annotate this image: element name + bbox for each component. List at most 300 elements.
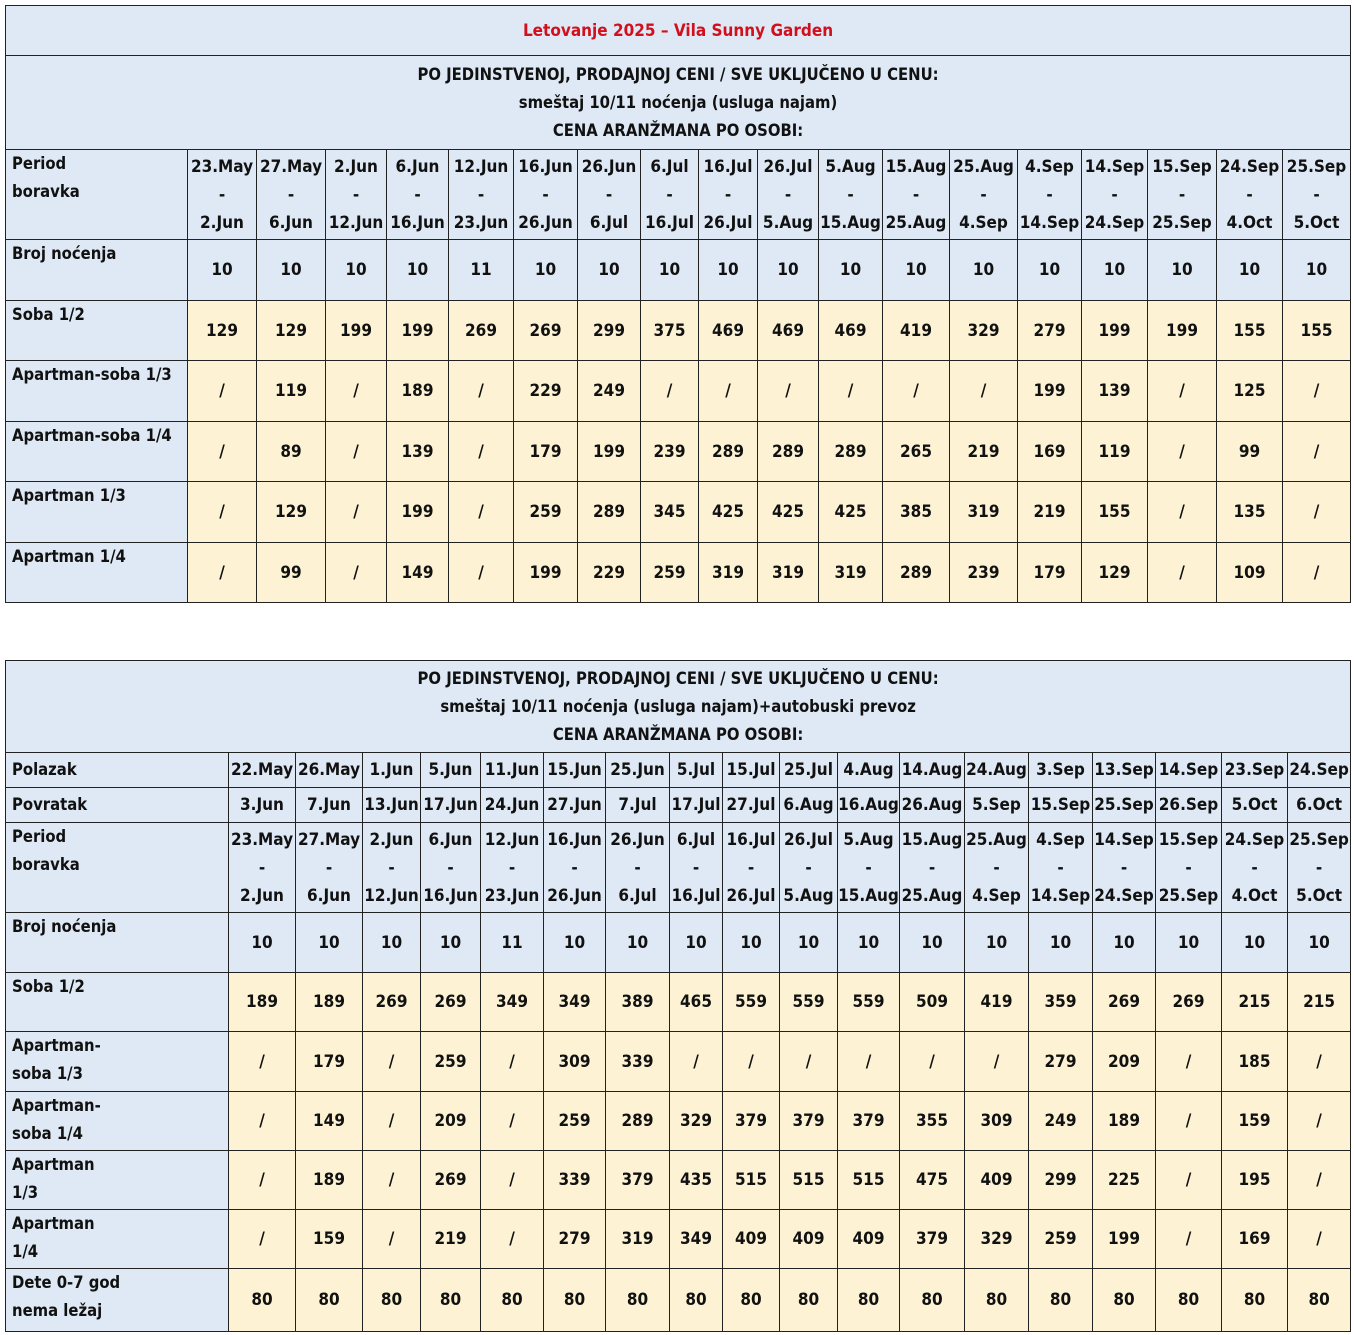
period-part: - xyxy=(1313,184,1320,205)
price-cell: / xyxy=(1156,1092,1222,1151)
price-cell: 80 xyxy=(670,1269,723,1332)
period-part: 5.Aug xyxy=(762,212,814,233)
price-cell: 469 xyxy=(758,301,819,361)
price-cell: 225 xyxy=(1093,1151,1156,1210)
price-cell: 189 xyxy=(296,973,363,1032)
period-cell xyxy=(1217,150,1283,240)
price-cell: 129 xyxy=(188,301,257,361)
price-cell: 419 xyxy=(965,973,1029,1032)
price-cell: 10 xyxy=(1156,913,1222,973)
table-row xyxy=(6,1032,1351,1092)
period-cell xyxy=(387,150,449,240)
period-cell xyxy=(883,150,950,240)
date-cell: 11.Jun xyxy=(481,753,544,788)
period-part: 26.Jun xyxy=(518,212,573,233)
header-line: smeštaj 10/11 noćenja (usluga najam)+autobuski prevoz xyxy=(440,696,916,716)
period-cell xyxy=(1288,823,1351,913)
period-part: 6.Jul xyxy=(589,212,629,233)
price-cell: 199 xyxy=(1093,1210,1156,1269)
price-cell: / xyxy=(188,422,257,482)
price-cell: 10 xyxy=(1093,913,1156,973)
period-part: - xyxy=(784,184,792,205)
date-cell: 13.Jun xyxy=(363,788,421,823)
period-part: - xyxy=(692,857,700,878)
price-cell: / xyxy=(1156,1151,1222,1210)
price-cell: 80 xyxy=(780,1269,838,1332)
price-cell: 10 xyxy=(780,913,838,973)
price-cell: 80 xyxy=(421,1269,481,1332)
row-label-text: Dete 0-7 god nema ležaj xyxy=(12,1273,121,1320)
row-label-text: Soba 1/2 xyxy=(12,977,85,996)
price-cell: / xyxy=(723,1032,780,1092)
price-cell: 319 xyxy=(950,482,1018,543)
header-line: smeštaj 10/11 noćenja (usluga najam) xyxy=(518,92,838,112)
price-cell: 179 xyxy=(514,422,578,482)
price-cell: 80 xyxy=(1029,1269,1093,1332)
price-cell: 11 xyxy=(481,913,544,973)
price-cell: / xyxy=(363,1151,421,1210)
date-cell: 13.Sep xyxy=(1093,753,1156,788)
price-cell: 269 xyxy=(363,973,421,1032)
price-cell: 189 xyxy=(229,973,296,1032)
period-part: - xyxy=(1046,184,1053,205)
period-part: 16.Jun xyxy=(518,156,573,177)
price-cell: 465 xyxy=(670,973,723,1032)
period-part: 25.Aug xyxy=(901,885,963,906)
price-cell: 239 xyxy=(641,422,699,482)
period-part: 23.May xyxy=(230,829,294,850)
price-cell: / xyxy=(1148,543,1217,603)
price-cell: / xyxy=(326,361,387,422)
price-cell: 419 xyxy=(883,301,950,361)
row-label xyxy=(6,1269,229,1332)
price-cell: / xyxy=(449,422,514,482)
price-cell: 409 xyxy=(723,1210,780,1269)
price-cell: / xyxy=(758,361,819,422)
period-part: - xyxy=(477,184,485,205)
price-cell: 10 xyxy=(670,913,723,973)
price-cell: 80 xyxy=(900,1269,965,1332)
period-cell xyxy=(670,823,723,913)
price-cell: 425 xyxy=(819,482,883,543)
period-cell xyxy=(838,823,900,913)
row-label xyxy=(6,1032,229,1092)
period-part: 26.Jun xyxy=(610,829,665,850)
period-part: 5.Aug xyxy=(843,829,894,850)
price-cell: / xyxy=(641,361,699,422)
price-cell: 425 xyxy=(758,482,819,543)
row-label-text: Soba 1/2 xyxy=(12,305,85,324)
period-cell xyxy=(188,150,257,240)
price-cell: 89 xyxy=(257,422,326,482)
price-cell: / xyxy=(326,482,387,543)
period-cell xyxy=(606,823,670,913)
price-cell: 10 xyxy=(606,913,670,973)
period-part: 4.Sep xyxy=(959,212,1008,233)
date-cell: 7.Jul xyxy=(606,788,670,823)
date-cell: 5.Jun xyxy=(421,753,481,788)
period-part: 4.Oct xyxy=(1226,212,1273,233)
period-part: - xyxy=(747,857,755,878)
period-part: - xyxy=(928,857,936,878)
period-part: 15.Sep xyxy=(1158,829,1219,850)
period-part: 14.Sep xyxy=(1019,212,1080,233)
period-part: - xyxy=(258,857,266,878)
price-cell: 209 xyxy=(1093,1032,1156,1092)
price-cell: 559 xyxy=(838,973,900,1032)
price-cell: 80 xyxy=(363,1269,421,1332)
price-cell: 289 xyxy=(883,543,950,603)
departure-row xyxy=(6,753,1351,788)
price-cell: 179 xyxy=(296,1032,363,1092)
price-cell: / xyxy=(188,361,257,422)
period-part: 24.Sep xyxy=(1094,885,1154,906)
date-cell: 26.Sep xyxy=(1156,788,1222,823)
price-cell: 109 xyxy=(1217,543,1283,603)
price-cell: 80 xyxy=(723,1269,780,1332)
price-cell: 10 xyxy=(965,913,1029,973)
row-label xyxy=(6,482,188,543)
price-cell: 199 xyxy=(1018,361,1082,422)
period-cell xyxy=(363,823,421,913)
period-cell xyxy=(699,150,758,240)
period-cell xyxy=(819,150,883,240)
period-part: 6.Jun xyxy=(307,885,351,906)
row-label-text: Apartman 1/3 xyxy=(12,1155,95,1202)
period-part: - xyxy=(805,857,812,878)
price-cell: / xyxy=(883,361,950,422)
period-part: 15.Aug xyxy=(901,829,963,850)
price-cell: 345 xyxy=(641,482,699,543)
price-cell: / xyxy=(1283,543,1351,603)
period-part: 14.Sep xyxy=(1094,829,1154,850)
table-row xyxy=(6,301,1351,361)
period-part: 16.Jul xyxy=(671,885,721,906)
row-label-text: Apartman-soba 1/3 xyxy=(12,1036,101,1083)
price-cell: 10 xyxy=(326,240,387,301)
period-cell xyxy=(758,150,819,240)
date-cell: 15.Sep xyxy=(1029,788,1093,823)
row-label xyxy=(6,1151,229,1210)
date-cell: 26.May xyxy=(296,753,363,788)
return-label: Povratak xyxy=(6,788,229,823)
price-cell: 279 xyxy=(1029,1032,1093,1092)
price-cell: 10 xyxy=(578,240,641,301)
price-cell: 80 xyxy=(1156,1269,1222,1332)
period-cell xyxy=(950,150,1018,240)
date-cell: 25.Jun xyxy=(606,753,670,788)
price-cell: 385 xyxy=(883,482,950,543)
price-cell: 409 xyxy=(780,1210,838,1269)
price-cell: / xyxy=(780,1032,838,1092)
price-cell: / xyxy=(1288,1032,1351,1092)
period-cell xyxy=(1082,150,1148,240)
price-cell: 425 xyxy=(699,482,758,543)
table-row xyxy=(6,240,1351,301)
price-cell: 265 xyxy=(883,422,950,482)
period-part: 26.Jun xyxy=(581,156,637,177)
period-part: 24.Sep xyxy=(1084,212,1145,233)
price-cell: 279 xyxy=(1018,301,1082,361)
period-part: - xyxy=(993,857,1000,878)
price-cell: 559 xyxy=(723,973,780,1032)
price-cell: 269 xyxy=(449,301,514,361)
table-row xyxy=(6,361,1351,422)
price-cell: 515 xyxy=(723,1151,780,1210)
table-header xyxy=(6,661,1351,753)
period-part: 6.Jun xyxy=(428,829,473,850)
price-cell: 259 xyxy=(641,543,699,603)
row-label xyxy=(6,240,188,301)
price-cell: 249 xyxy=(578,361,641,422)
price-cell: / xyxy=(326,422,387,482)
price-cell: 475 xyxy=(900,1151,965,1210)
price-cell: 169 xyxy=(1018,422,1082,482)
price-cell: 469 xyxy=(699,301,758,361)
price-cell: / xyxy=(188,543,257,603)
price-cell: 80 xyxy=(296,1269,363,1332)
period-cell xyxy=(514,150,578,240)
price-cell: 10 xyxy=(1288,913,1351,973)
period-part: 23.Jun xyxy=(453,212,509,233)
period-part: 27.May xyxy=(259,156,323,177)
period-part: - xyxy=(724,184,732,205)
period-part: 12.Jun xyxy=(328,212,384,233)
price-cell: 10 xyxy=(1283,240,1351,301)
table-row xyxy=(6,973,1351,1032)
price-cell: / xyxy=(838,1032,900,1092)
period-part: 6.Jul xyxy=(650,156,689,177)
period-part: - xyxy=(1315,857,1323,878)
row-label xyxy=(6,1210,229,1269)
table-row xyxy=(6,1151,1351,1210)
price-cell: 10 xyxy=(257,240,326,301)
price-cell: 10 xyxy=(1018,240,1082,301)
period-cell xyxy=(1156,823,1222,913)
price-cell: 155 xyxy=(1082,482,1148,543)
date-cell: 27.Jul xyxy=(723,788,780,823)
table-row xyxy=(6,1269,1351,1332)
price-cell: 135 xyxy=(1217,482,1283,543)
period-cell xyxy=(900,823,965,913)
price-cell: 11 xyxy=(449,240,514,301)
price-cell: 389 xyxy=(606,973,670,1032)
price-cell: 80 xyxy=(544,1269,606,1332)
price-cell: 329 xyxy=(670,1092,723,1151)
price-cell: 99 xyxy=(257,543,326,603)
period-part: - xyxy=(325,857,333,878)
period-part: 5.Aug xyxy=(783,885,834,906)
price-cell: 309 xyxy=(544,1032,606,1092)
date-cell: 3.Jun xyxy=(229,788,296,823)
price-cell: 209 xyxy=(421,1092,481,1151)
date-cell: 16.Aug xyxy=(838,788,900,823)
period-part: 16.Jul xyxy=(703,156,753,177)
price-cell: 10 xyxy=(188,240,257,301)
period-cell xyxy=(1283,150,1351,240)
price-cell: / xyxy=(1288,1151,1351,1210)
period-cell xyxy=(1148,150,1217,240)
date-cell: 26.Aug xyxy=(900,788,965,823)
date-cell: 27.Jun xyxy=(544,788,606,823)
price-cell: 10 xyxy=(819,240,883,301)
price-cell: / xyxy=(363,1210,421,1269)
price-cell: 10 xyxy=(699,240,758,301)
price-cell: / xyxy=(965,1032,1029,1092)
price-cell: 279 xyxy=(544,1210,606,1269)
date-cell: 24.Jun xyxy=(481,788,544,823)
price-cell: 509 xyxy=(900,973,965,1032)
period-cell xyxy=(1093,823,1156,913)
period-part: - xyxy=(865,857,872,878)
date-cell: 15.Jul xyxy=(723,753,780,788)
table-row xyxy=(6,482,1351,543)
price-cell: 169 xyxy=(1222,1210,1288,1269)
price-cell: 269 xyxy=(514,301,578,361)
date-cell: 15.Jun xyxy=(544,753,606,788)
table-row xyxy=(6,422,1351,482)
price-cell: 139 xyxy=(387,422,449,482)
date-cell: 14.Sep xyxy=(1156,753,1222,788)
price-cell: 239 xyxy=(950,543,1018,603)
price-cell: 289 xyxy=(578,482,641,543)
table-header xyxy=(6,56,1351,150)
price-cell: 80 xyxy=(481,1269,544,1332)
row-label-text: Apartman 1/3 xyxy=(12,486,126,505)
price-cell: 309 xyxy=(965,1092,1029,1151)
price-cell: 199 xyxy=(1082,301,1148,361)
row-label-text: Apartman-soba 1/3 xyxy=(12,365,172,384)
period-cell xyxy=(481,823,544,913)
price-cell: 329 xyxy=(965,1210,1029,1269)
row-label xyxy=(6,973,229,1032)
price-cell: 319 xyxy=(819,543,883,603)
price-cell: 10 xyxy=(514,240,578,301)
period-row xyxy=(6,150,1351,240)
period-part: - xyxy=(912,184,920,205)
price-cell: / xyxy=(670,1032,723,1092)
price-cell: 155 xyxy=(1217,301,1283,361)
price-cell: 80 xyxy=(1093,1269,1156,1332)
price-cell: 10 xyxy=(900,913,965,973)
price-cell: / xyxy=(188,482,257,543)
period-part: 27.May xyxy=(297,829,361,850)
price-cell: 319 xyxy=(606,1210,670,1269)
period-part: - xyxy=(980,184,987,205)
price-cell: 269 xyxy=(421,973,481,1032)
page-title: Letovanje 2025 – Vila Sunny Garden xyxy=(6,6,1351,56)
price-cell: 259 xyxy=(544,1092,606,1151)
price-cell: 515 xyxy=(780,1151,838,1210)
price-cell: / xyxy=(229,1151,296,1210)
row-label-text: Broj noćenja xyxy=(12,244,117,263)
price-cell: 375 xyxy=(641,301,699,361)
period-part: 12.Jun xyxy=(364,885,419,906)
price-cell: / xyxy=(950,361,1018,422)
price-cell: 269 xyxy=(421,1151,481,1210)
price-cell: 10 xyxy=(296,913,363,973)
period-part: - xyxy=(218,184,226,205)
period-part: 16.Jun xyxy=(423,885,478,906)
period-part: - xyxy=(605,184,613,205)
price-cell: / xyxy=(481,1092,544,1151)
period-cell xyxy=(780,823,838,913)
price-cell: 269 xyxy=(1156,973,1222,1032)
price-cell: 379 xyxy=(606,1151,670,1210)
price-cell: 10 xyxy=(421,913,481,973)
price-cell: 349 xyxy=(544,973,606,1032)
date-cell: 4.Aug xyxy=(838,753,900,788)
table-row xyxy=(6,913,1351,973)
period-part: 2.Jun xyxy=(369,829,414,850)
date-cell: 5.Oct xyxy=(1222,788,1288,823)
price-cell: / xyxy=(1288,1210,1351,1269)
price-cell: 229 xyxy=(514,361,578,422)
price-table-accommodation xyxy=(5,5,1351,603)
period-part: 2.Jun xyxy=(200,212,244,233)
period-part: 25.Aug xyxy=(966,829,1027,850)
period-part: - xyxy=(542,184,549,205)
price-cell: 199 xyxy=(387,482,449,543)
price-cell: 80 xyxy=(1222,1269,1288,1332)
period-part: - xyxy=(1057,857,1064,878)
period-part: - xyxy=(634,857,641,878)
date-cell: 5.Sep xyxy=(965,788,1029,823)
period-cell xyxy=(965,823,1029,913)
period-part: 26.Jul xyxy=(784,829,833,850)
row-label xyxy=(6,422,188,482)
period-part: 14.Sep xyxy=(1030,885,1091,906)
price-cell: 379 xyxy=(723,1092,780,1151)
period-part: 16.Jul xyxy=(726,829,776,850)
period-part: - xyxy=(1251,857,1258,878)
date-cell: 3.Sep xyxy=(1029,753,1093,788)
table-row xyxy=(6,1210,1351,1269)
price-cell: 259 xyxy=(1029,1210,1093,1269)
price-cell: 10 xyxy=(723,913,780,973)
price-cell: / xyxy=(1283,482,1351,543)
price-cell: 10 xyxy=(1148,240,1217,301)
period-part: 12.Jun xyxy=(453,156,509,177)
period-part: - xyxy=(447,857,454,878)
date-cell: 25.Sep xyxy=(1093,788,1156,823)
price-cell: / xyxy=(819,361,883,422)
period-part: - xyxy=(847,184,854,205)
price-cell: 159 xyxy=(296,1210,363,1269)
period-part: 16.Jun xyxy=(390,212,445,233)
period-part: - xyxy=(666,184,673,205)
row-label-text: Apartman 1/4 xyxy=(12,1214,95,1261)
price-table-with-transport xyxy=(5,660,1351,1332)
price-cell: 10 xyxy=(363,913,421,973)
period-part: 26.Jun xyxy=(547,885,602,906)
header-line: CENA ARANŽMANA PO OSOBI: xyxy=(552,724,804,744)
price-cell: 199 xyxy=(326,301,387,361)
price-cell: 259 xyxy=(514,482,578,543)
period-cell xyxy=(1222,823,1288,913)
period-label: Period boravka xyxy=(6,150,188,240)
period-part: - xyxy=(571,857,578,878)
price-cell: / xyxy=(1156,1210,1222,1269)
period-part: 25.Aug xyxy=(885,212,947,233)
price-cell: 199 xyxy=(578,422,641,482)
date-cell: 7.Jun xyxy=(296,788,363,823)
price-cell: 289 xyxy=(819,422,883,482)
price-cell: 149 xyxy=(387,543,449,603)
price-cell: 289 xyxy=(699,422,758,482)
period-part: 14.Sep xyxy=(1084,156,1145,177)
period-row xyxy=(6,823,1351,913)
